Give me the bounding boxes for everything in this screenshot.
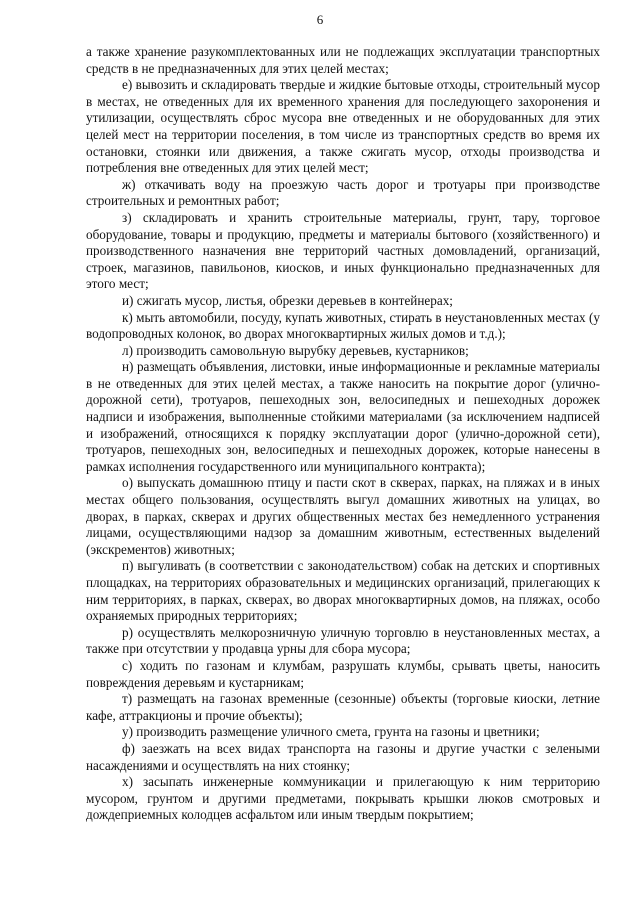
paragraph: т) размещать на газонах временные (сезонные) объекты (торговые киоски, летние кафе, аттракционы и прочие объекты); [86, 691, 600, 723]
paragraph: п) выгуливать (в соответствии с законодательством) собак на детских и спортивных площадках, на территориях образовательных и медицинских организаций, прилегающих к ним территориях, в парках, скверах, во дворах многоквартирных домов, на пляжах, особо охраняемых природных территориях; [86, 558, 600, 624]
paragraph: а также хранение разукомплектованных или не подлежащих эксплуатации транспортных средств в не предназначенных для этих целей местах; [86, 44, 600, 76]
page-number: 6 [316, 12, 324, 27]
paragraph: ф) заезжать на всех видах транспорта на газоны и другие участки с зелеными насаждениями и осуществлять на них стоянку; [86, 740, 600, 773]
paragraph: н) размещать объявления, листовки, иные информационные и рекламные материалы в не отведенных для этих целей местах, а также наносить на покрытие дорог (улично-дорожной сети), тротуаров, пешеходных зон, велосипедных и пешеходных дорожек надписи и изображения, выполненные стойкими материалами (за исключением надписей и изображений, относящихся к порядку эксплуатации дорог (улично-дорожной сети), тротуаров, пешеходных зон, велосипедных и пешеходных дорожек, которые нанесены в рамках исполнения государственного или муниципального контракта); [86, 359, 600, 474]
paragraph: и) сжигать мусор, листья, обрезки деревьев в контейнерах; [122, 292, 453, 308]
paragraph: л) производить самовольную вырубку деревьев, кустарников; [122, 342, 469, 358]
paragraph: е) вывозить и складировать твердые и жидкие бытовые отходы, строительный мусор в местах, не отведенных для их временного хранения для последующего захоронения и утилизации, осуществлять сброс мусора вне отведенных и не оборудованных для этих целей мест на территории поселения, в том числе из транспортных средств во время их остановки, стоянки или движения, а также сжигать мусор, отходы производства и потребления вне отведенных для этих целей мест; [86, 77, 600, 176]
paragraph: к) мыть автомобили, посуду, купать животных, стирать в неустановленных местах (у водопроводных колонок, во дворах многоквартирных жилых домов и т.д.); [86, 309, 600, 342]
paragraph: з) складировать и хранить строительные материалы, грунт, тару, торговое оборудование, товары и продукцию, предметы и материалы бытового (хозяйственного) и производственного назначения вне территорий частных домовладений, организаций, строек, магазинов, павильонов, киосков, и иных функционально предназначенных для этого мест; [86, 209, 600, 292]
paragraph: у) производить размещение уличного смета, грунта на газоны и цветники; [122, 724, 540, 740]
paragraph: р) осуществлять мелкорозничную уличную торговлю в неустановленных местах, а также при отсутствии у продавца урны для сбора мусора; [86, 624, 600, 657]
paragraph: ж) откачивать воду на проезжую часть дорог и тротуары при производстве строительных и ремонтных работ; [86, 176, 600, 209]
paragraph: с) ходить по газонам и клумбам, разрушать клумбы, срывать цветы, наносить повреждения деревьям и кустарникам; [86, 657, 600, 690]
document-body [86, 44, 600, 824]
paragraph: о) выпускать домашнюю птицу и пасти скот в скверах, парках, на пляжах и в иных местах общего пользования, осуществлять выгул домашних животных на улицах, во дворах, в парках, скверах и других общественных местах без немедленного устранения лицами, осуществляющими надзор за домашним животным, естественных выделений (экскрементов) животных; [86, 475, 600, 557]
paragraph: х) засыпать инженерные коммуникации и прилегающую к ним территорию мусором, грунтом и другими предметами, покрывать крышки люков смотровых и дождеприемных колодцев асфальтом или иным твердым покрытием; [86, 774, 600, 823]
